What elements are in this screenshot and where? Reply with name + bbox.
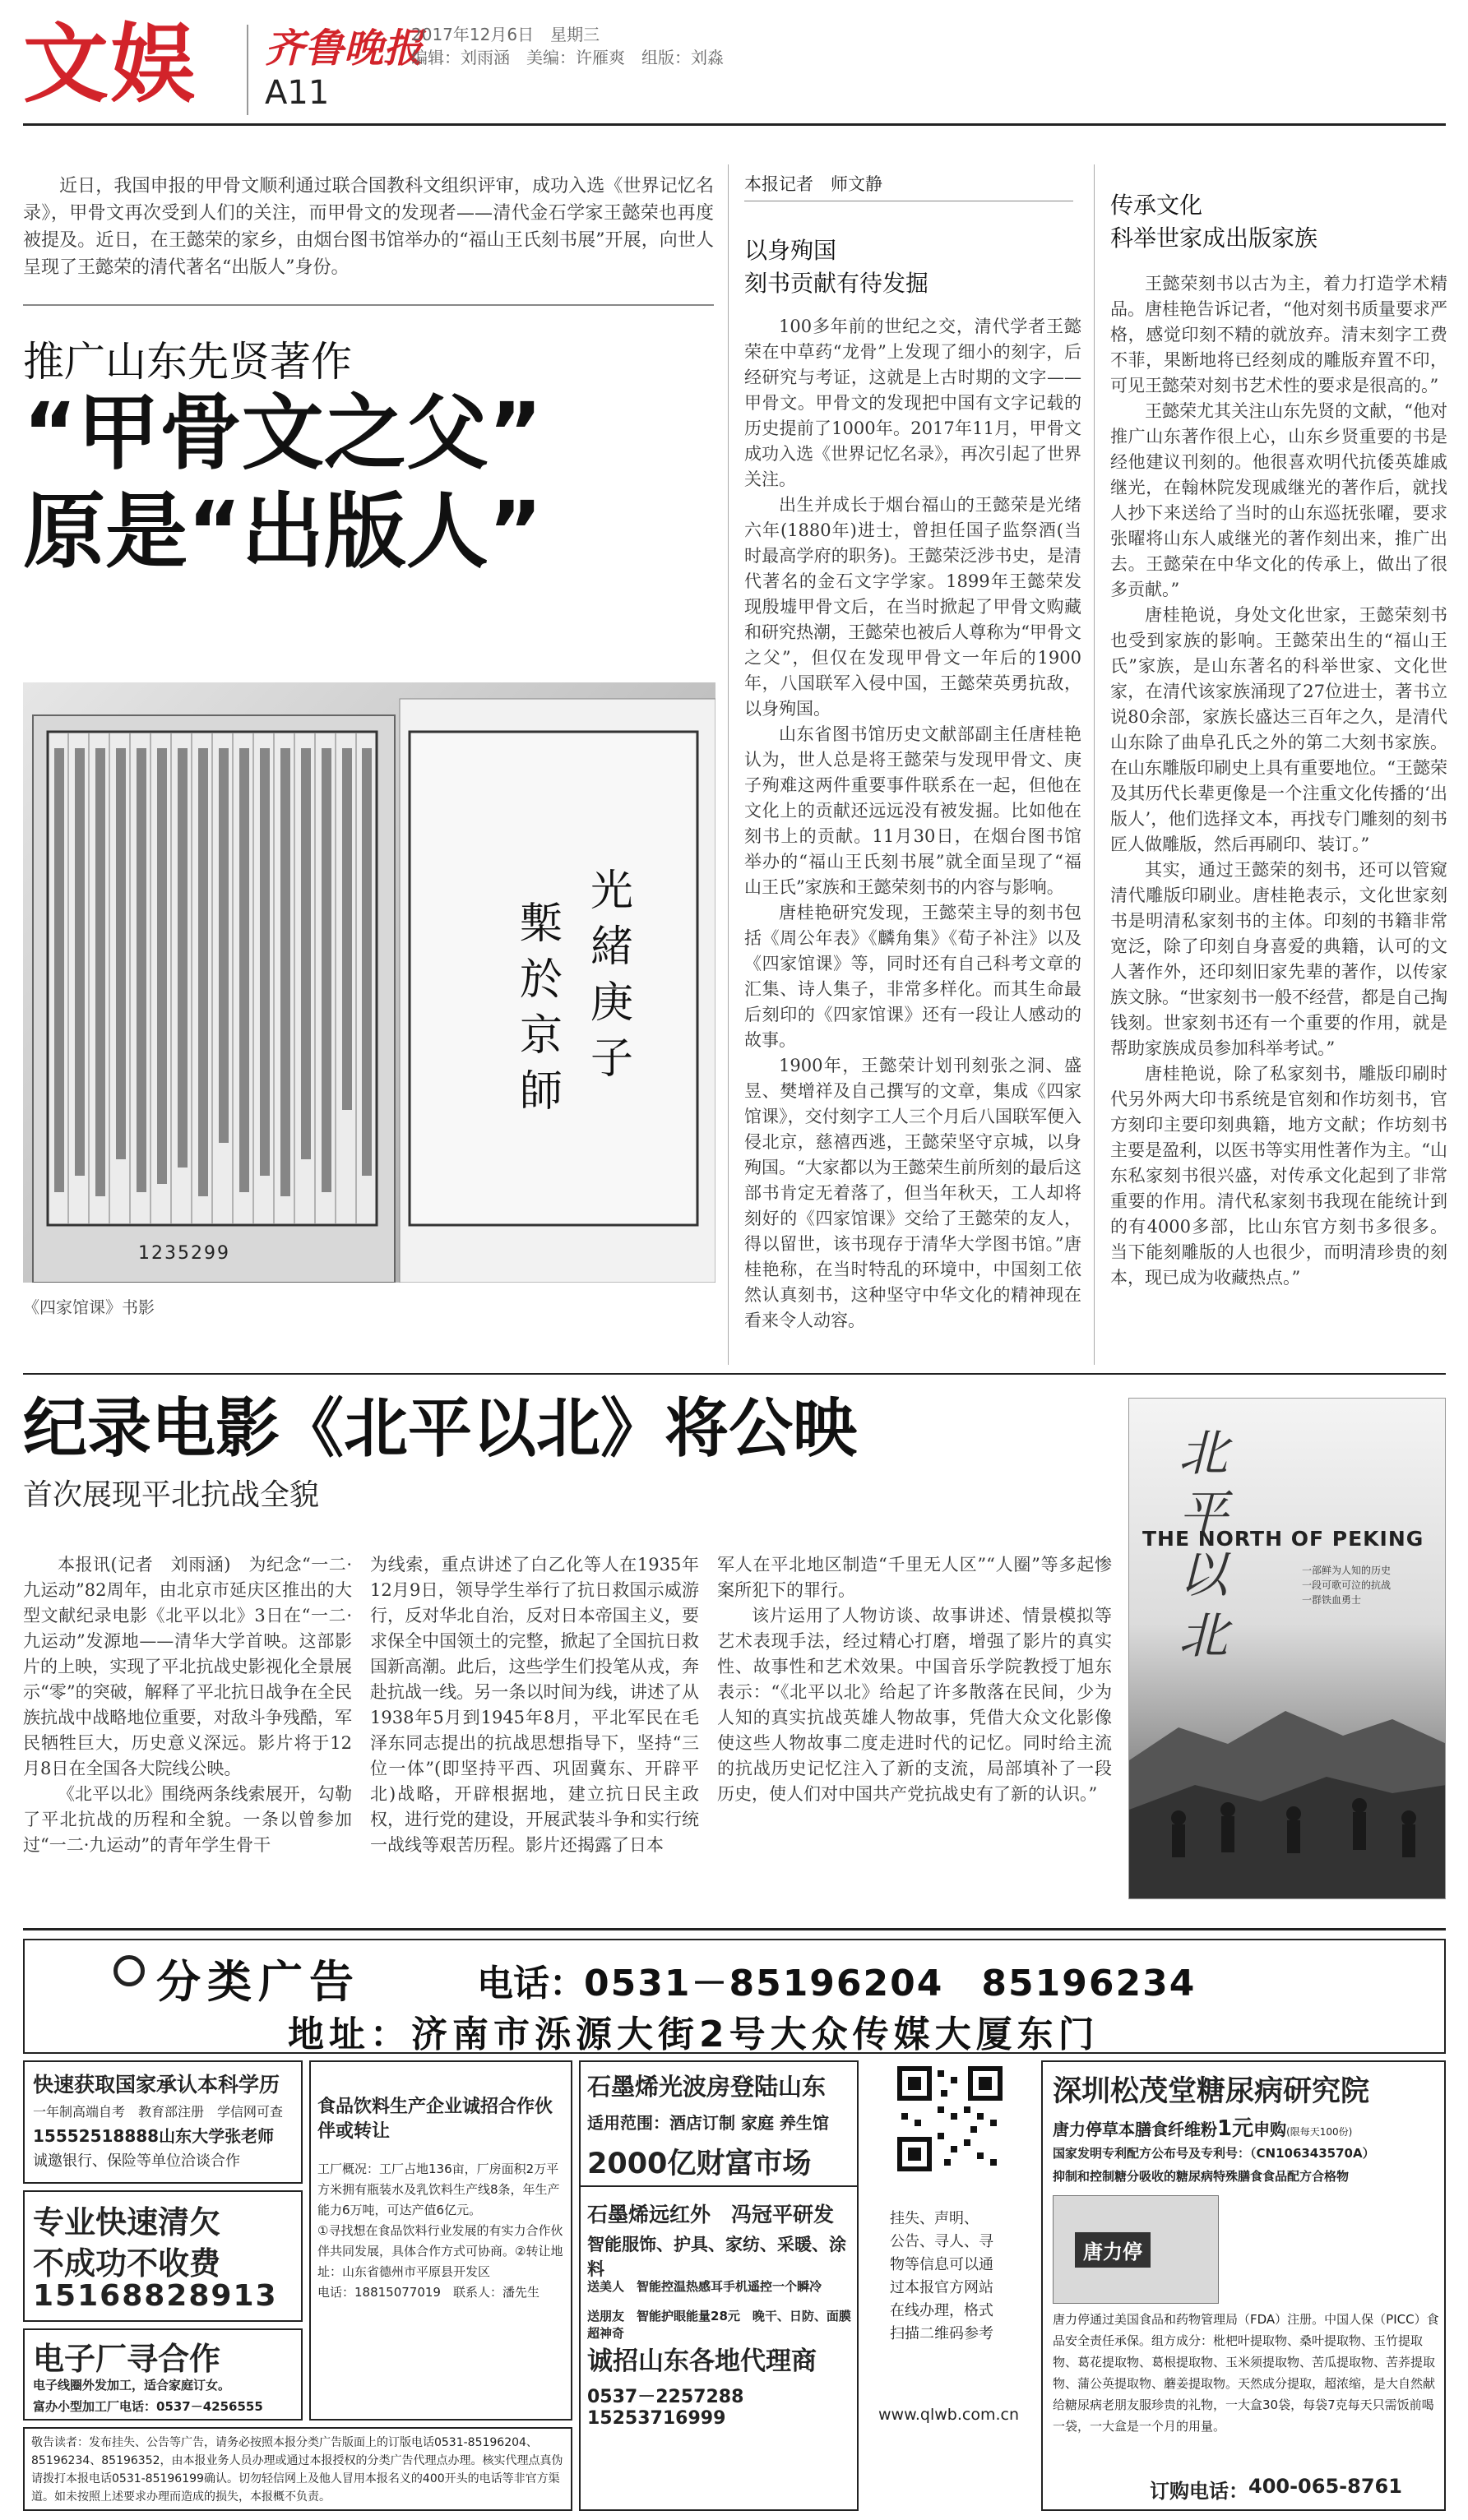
edu-line: 诚邀银行、保险等单位洽谈合作 — [33, 2152, 240, 2170]
ads-divider — [23, 1928, 1446, 1930]
qr-line: 过本报官方网站 — [890, 2279, 993, 2296]
ad-diabetes — [1041, 2060, 1446, 2511]
qr-line: 挂失、声明、 — [890, 2210, 979, 2227]
movie-poster — [1128, 1398, 1446, 1899]
paragraph: 1900年，王懿荣计划刊刻张之洞、盛昱、樊增祥及自己撰写的文章，集成《四家馆课》，交付刻字工人三个月后八国联军便入侵北京，慈禧西逃，王懿荣坚守京城，以身殉国。“大家都以为王懿荣生前所刻的最后这部书肯定无着落了，但当年秋天，工人却将刻好的《四家馆课》交给了王懿荣的友人，得以留世，该书现存于清华大学图书馆。”唐桂艳称，在当时特乱的环境中，中国刻工依然认真刻书，这种坚守中华文化的精神现在看来令人动容。 — [744, 1056, 1081, 1330]
book-photo — [23, 682, 715, 1283]
food-body: 工厂概况：工厂占地136亩，厂房面积2万平方米拥有瓶装水及乳饮料生产线8条，年生产能力6万吨，可达产值6亿元。 ①寻找想在食品饮料行业发展的有实力合作伙伴共同发展，具体合作方式可协商。②转让地址：山东省德州市平原县开发区 电话：18815077019 联系人：潘先生 — [317, 2162, 563, 2300]
issue-date: 2017年12月6日 星期三 — [411, 25, 600, 44]
paragraph: 唐桂艳研究发现，王懿荣主导的刻书包括《周公年表》《麟角集》《荀子补注》以及《四家馆课》等，同时还有自己科考文章的汇集、诗人集子，非常多样化。而其生命最后刻印的《四家馆课》还有一段让人感动的故事。 — [744, 903, 1081, 1050]
diabetes-order-phone: 400-065-8761 — [1248, 2475, 1402, 2498]
graphene-scope: 适用范围：酒店订制 家庭 养生馆 — [587, 2113, 829, 2133]
graphene-products: 智能服饰、护具、家纺、采暖、涂料 — [587, 2235, 846, 2279]
qr-line: 在线办理，格式 — [890, 2302, 993, 2319]
edu-title: 快速获取国家承认本科学历 — [33, 2073, 280, 2097]
classified-notice — [23, 2427, 572, 2511]
ad-graphene — [579, 2060, 859, 2511]
banner-phone: 0531－85196204 85196234 — [584, 1963, 1197, 2004]
newspaper-website-link[interactable]: www.qlwb.com.cn — [878, 2406, 1019, 2424]
diabetes-patent: 国家发明专利配方公布号及专利号：（CN106343570A） — [1053, 2146, 1375, 2161]
banner-logo-icon — [113, 1955, 145, 1986]
paragraph: 本报讯(记者 刘雨涵) 为纪念“一二·九运动”82周年，由北京市延庆区推出的大型文献纪录电影《北平以北》3日在“一二·九运动”发源地——清华大学首映。这部影片的上映，实现了平北抗战史影视化全景展示“零”的突破，解释了平北抗日战争在全民族抗战中战略地位重要，对敌斗争残酷，军民牺牲巨大，历史意义深远。影片将于12月8日在全国各大院线公映。 — [23, 1555, 352, 1778]
diabetes-offer — [1053, 2111, 1352, 2142]
story1-lead: 近日，我国申报的甲骨文顺利通过联合国教科文组织评审，成功入选《世界记忆名录》，甲骨文再次受到人们的关注，而甲骨文的发现者——清代金石学家王懿荣也再度被提及。近日，在王懿荣的家乡，由烟台图书馆举办的“福山王氏刻书展”开展，向世人呈现了王懿荣的清代著名“出版人”身份。 — [23, 176, 714, 278]
story2-headline: 纪录电影《北平以北》将公映 — [23, 1392, 858, 1466]
diabetes-offer-suffix: 申购 — [1253, 2120, 1287, 2139]
poster-title: 北平以北 — [1179, 1425, 1228, 1665]
notice-text: 敬告读者：发布挂失、公告等广告，请务必按照本报分类广告版面上的订版电话0531-85196204、85196234、85196352，由本报业务人员办理或通过本报授权的分类广告代理点办理。核实代理点真伪请拨打本报电话0531-85196199确认。切勿轻信网上及他人冒用本报名义的400开头的电话等非官方渠道。如未按照上述要求办理而造成的损失，本报概不负责。 — [31, 2436, 563, 2504]
ad-education — [23, 2060, 303, 2184]
poster-tagline-3: 一群铁血勇士 — [1302, 1594, 1362, 1606]
story1-column-1 — [744, 314, 1081, 1334]
poster-soldiers-illustration — [1129, 1645, 1446, 1899]
book-inscription-right: 光緒庚子 — [590, 867, 634, 1084]
story1-col-divider-a — [728, 164, 729, 1365]
ad-food-factory — [309, 2060, 572, 2421]
diabetes-title: 深圳松茂堂糖尿病研究院 — [1053, 2075, 1370, 2108]
lead-rule — [23, 304, 714, 306]
photo-caption: 《四家馆课》书影 — [23, 1297, 155, 1317]
story2-column-3 — [717, 1552, 1112, 1807]
paragraph: 为线索，重点讲述了白乙化等人在1935年12月9日，领导学生举行了抗日救国示威游行，反对华北自治，反对日本帝国主义，要求保全中国领土的完整，掀起了全国抗日救国新高潮。此后，这些学生们投笔从戎，奔赴抗战一线。另一条以时间为线，讲述了从1938年5月到1945年8月，平北军民在毛泽东同志提出的抗战思想指导下，坚持“三位一体”(即坚持平西、巩固冀东、开辟平北)战略，开辟根据地，建立抗日民主政权，进行党的建设，开展武装斗争和实行统一战线等艰苦历程。影片还揭露了日本 — [370, 1555, 699, 1855]
paragraph: 唐桂艳说，身处文化世家，王懿荣刻书也受到家族的影响。王懿荣出生的“福山王氏”家族，是山东著名的科举世家、文化世家，在清代该家族涌现了27位进士，著书立说80余部，家族长盛达三百年之久，是清代山东除了曲阜孔氏之外的第二大刻书家族。在山东雕版印刷史上具有重要地位。“王懿荣及其历代长辈更像是一个注重文化传播的‘出版人’，他们选择文本，再找专门雕刻的刻书匠人做雕版，然后再刷印、装订。” — [1110, 605, 1447, 854]
debt-subtitle: 不成功不收费 — [33, 2245, 221, 2282]
graphene-market: 2000亿财富市场 — [587, 2148, 812, 2180]
food-title: 食品饮料生产企业诚招合作伙伴或转让 — [317, 2097, 553, 2142]
story-divider — [23, 1373, 1446, 1375]
ad-factory — [23, 2328, 303, 2421]
paragraph: 军人在平北地区制造“千里无人区”“人圈”等多起惨案所犯下的罪行。 — [717, 1555, 1112, 1600]
paragraph: 100多年前的世纪之交，清代学者王懿荣在中草药“龙骨”上发现了细小的刻字，后经研究与考证，这就是上古时期的文字——甲骨文。甲骨文的发现把中国有文字记载的历史提前了1000年。2017年11月，甲骨文成功入选《世界记忆名录》，再次引起了世界关注。 — [744, 317, 1081, 489]
poster-english-title: THE NORTH OF PEKING — [1142, 1527, 1424, 1551]
banner-title: 分类广告 — [156, 1956, 360, 2008]
diabetes-order-label: 订购电话： — [1150, 2480, 1248, 2503]
edu-line: 15552518888山东大学张老师 — [33, 2126, 275, 2146]
ad-debt-collection — [23, 2190, 303, 2322]
debt-title: 专业快速清欠 — [33, 2204, 221, 2240]
diabetes-slogan: 抑制和控制糖分吸收的糖尿病特殊膳食食品配方合格物 — [1053, 2169, 1350, 2184]
graphene-phone: 0537－2257288 15253716999 — [587, 2387, 762, 2429]
poster-tagline-2: 一段可歌可泣的抗战 — [1302, 1579, 1392, 1591]
masthead-divider — [247, 25, 248, 115]
edu-line: 一年制高端自考 教育部注册 学信网可查 — [33, 2104, 284, 2120]
banner-phone-label: 电话： — [477, 1963, 586, 2004]
story1-subhead-2: 传承文化 科举世家成出版家族 — [1110, 192, 1318, 252]
paragraph: 该片运用了人物访谈、故事讲述、情景模拟等艺术表现手法，经过精心打磨，增强了影片的真实性、故事性和艺术效果。中国音乐学院教授丁旭东表示：“《北平以北》给起了许多散落在民间，少为人知的真实抗战英雄人物故事，凭借大众文化影像使这些人物故事二度走进时代的记忆。同时给主流的抗战历史记忆注入了新的支流，局部填补了一段历史，使人们对中国共产党抗战史有了新的认识。” — [717, 1606, 1112, 1804]
classified-banner — [23, 1939, 1446, 2054]
story2-subhead: 首次展现平北抗战全貌 — [23, 1478, 320, 1512]
diabetes-offer-price: 1元 — [1217, 2116, 1254, 2141]
factory-line: 电子线圈外发加工，适合家庭订女。 — [33, 2378, 231, 2393]
graphene-title: 石墨烯光波房登陆山东 — [587, 2073, 827, 2101]
product-box-label: 唐力停 — [1075, 2232, 1151, 2268]
paper-logo: 齐鲁晚报 — [265, 25, 424, 72]
graphene-offer-2: 送朋友 智能护眼能量28元 晚干、日防、面膜超神奇 — [587, 2309, 851, 2341]
factory-title: 电子厂寻合作 — [33, 2341, 221, 2377]
debt-phone: 15168828913 — [33, 2279, 278, 2313]
story1-reporter: 本报记者 师文静 — [744, 174, 882, 194]
product-box-image — [1053, 2195, 1219, 2304]
paragraph: 王懿荣尤其关注山东先贤的文献，“他对推广山东著作很上心，山东乡贤重要的书是经他建议刊刻的。他很喜欢明代抗倭英雄戚继光，在翰林院发现戚继光的著作后，就找人抄下来送给了当时的山东巡抚张曜，要求张曜将山东人戚继光的著作刻出来，推广出去。王懿荣在中华文化的传承上，做出了很多贡献。” — [1110, 401, 1447, 599]
story1-subhead-1: 以身殉国 刻书贡献有待发掘 — [744, 237, 929, 297]
graphene-rule — [581, 2185, 859, 2187]
graphene-subtitle: 石墨烯远红外 冯冠平研发 — [587, 2203, 835, 2226]
diabetes-offer-prefix: 唐力停草本膳食纤维粉 — [1053, 2120, 1217, 2139]
paragraph: 出生并成长于烟台福山的王懿荣是光绪六年(1880年)进士，曾担任国子监祭酒(当时最高学府的职务)。王懿荣泛涉书史，是清代著名的金石文字学家。1899年王懿荣发现殷墟甲骨文后，在当时掀起了甲骨文购藏和研究热潮，王懿荣也被后人尊称为“甲骨文之父”，但仅在发现甲骨文一年后的1900年，八国联军入侵中国，王懿荣英勇抗敌，以身殉国。 — [744, 495, 1081, 719]
story1-kicker: 推广山东先贤著作 — [23, 338, 352, 386]
qr-code-icon[interactable] — [896, 2065, 1003, 2172]
paragraph: 王懿荣刻书以古为主，着力打造学术精品。唐桂艳告诉记者，“他对刻书质量要求严格，感觉印刻不精的就放弃。清末刻字工费不菲，果断地将已经刻成的雕版弃置不印，可见王懿荣对刻书艺术性的要求是很高的。” — [1110, 274, 1447, 395]
story1-headline-2: 原是“出版人” — [23, 483, 543, 580]
paragraph: 山东省图书馆历史文献部副主任唐桂艳认为，世人总是将王懿荣与发现甲骨文、庚子殉难这两件重要事件联系在一起，但他在文化上的贡献还远远没有被发掘。比如他在刻书上的贡献。11月30日，在烟台图书馆举办的“福山王氏刻书展”就全面呈现了“福山王氏”家族和王懿荣刻书的内容与影响。 — [744, 724, 1081, 897]
diabetes-offer-note: (限每天100份) — [1286, 2126, 1353, 2138]
qr-line: 物等信息可以通 — [890, 2256, 993, 2273]
story1-headline-1: “甲骨文之父” — [23, 385, 543, 481]
factory-line: 富办小型加工厂电话：0537－4256555 — [33, 2399, 263, 2414]
paragraph: 唐桂艳说，除了私家刻书，雕版印刷时代另外两大印书系统是官刻和作坊刻书，官方刻印主要印刻典籍，地方文献；作坊刻书主要是盈利，以医书等实用性著作为主。“山东私家刻书很兴盛，对传承文化起到了非常重要的作用。清代私家刻书我现在能统计到的有4000多部，比山东官方刻书多很多。当下能刻雕版的人也很少，而明清珍贵的刻本，现已成为收藏热点。” — [1110, 1064, 1447, 1288]
story1-col-divider-b — [1094, 164, 1095, 1365]
qr-line: 扫描二维码参考 — [890, 2325, 993, 2342]
paragraph: 其实，通过王懿荣的刻书，还可以管窥清代雕版印刷业。唐桂艳表示，文化世家刻书是明清私家刻书的主体。印刻的书籍非常宽泛，除了印刻自身喜爱的典籍，认可的文人著作外，还印刻旧家先辈的著作，以传家族文脉。“世家刻书一般不经营，都是自己掏钱刻。世家刻书还有一个重要的作用，就是帮助家族成员参加科举考试。” — [1110, 860, 1447, 1058]
page-number: A11 — [265, 74, 330, 112]
qr-line: 公告、寻人、寻 — [890, 2233, 993, 2250]
book-serial: 1235299 — [138, 1243, 230, 1264]
paragraph: 《北平以北》围绕两条线索展开，勾勒了平北抗战的历程和全貌。一条以曾参加过“一二·九运动”的青年学生骨干 — [23, 1784, 352, 1855]
story2-column-1 — [23, 1552, 352, 1858]
ad-qr-notice — [865, 2060, 1035, 2511]
banner-address: 地址：济南市泺源大街2号大众传媒大厦东门 — [288, 2014, 1100, 2055]
section-title: 文娱 — [23, 14, 198, 114]
masthead-rule — [23, 123, 1446, 126]
book-inscription-left: 槧於京師 — [520, 899, 563, 1117]
story2-column-2 — [370, 1552, 699, 1858]
graphene-recruit: 诚招山东各地代理商 — [587, 2347, 817, 2376]
page-credits: 编辑：刘雨涵 美编：许雁爽 组版：刘淼 — [411, 48, 724, 67]
story1-column-2 — [1110, 271, 1447, 1291]
diabetes-body: 唐力停通过美国食品和药物管理局（FDA）注册。中国人保（PICC）食品安全责任承保。组方成分：枇杷叶提取物、桑叶提取物、玉竹提取物、葛花提取物、葛根提取物、玉米须提取物、苦瓜提取物、苦荞提取物、蒲公英提取物、蘑姜提取物。天然成分提取，超浓缩，是大自然献给糖尿病老朋友服珍贵的礼物，一大盒30袋，每袋7克每天只需饭前喝一袋，一大盒是一个月的用量。 — [1053, 2312, 1439, 2434]
poster-tagline-1: 一部鲜为人知的历史 — [1302, 1565, 1392, 1576]
graphene-offer-1: 送美人 智能控温热感耳手机遥控一个瞬冷 — [587, 2279, 822, 2294]
